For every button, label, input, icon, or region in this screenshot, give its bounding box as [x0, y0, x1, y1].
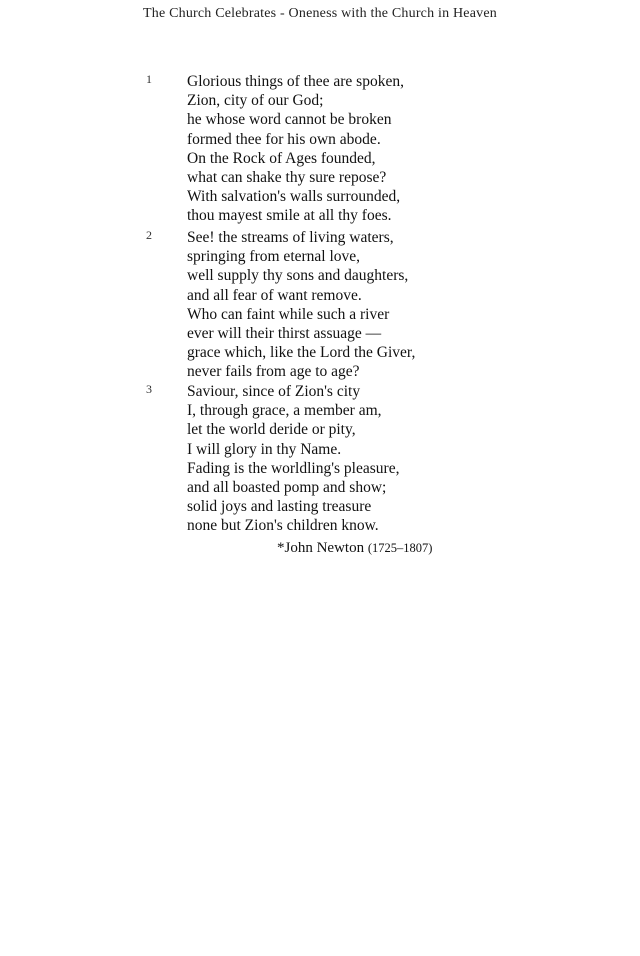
verse-line: what can shake thy sure repose?: [187, 169, 387, 187]
verse-line: Fading is the worldling's pleasure,: [187, 459, 400, 477]
verse-line: Who can faint while such a river: [187, 305, 390, 323]
verse-number: 1: [146, 72, 152, 86]
verse-line: none but Zion's children know.: [187, 517, 379, 535]
verse-lines: [187, 228, 477, 382]
verse-line: and all boasted pomp and show;: [187, 479, 387, 497]
verse-line: ever will their thirst assuage —: [187, 325, 382, 343]
verse-line: well supply thy sons and daughters,: [187, 267, 409, 285]
verse-line: solid joys and lasting treasure: [187, 498, 372, 516]
verse-line: With salvation's walls surrounded,: [187, 188, 401, 206]
page-header: The Church Celebrates - Oneness with the Church in Heaven: [143, 6, 497, 21]
verse-line: springing from eternal love,: [187, 248, 361, 266]
verse-line: Zion, city of our God;: [187, 92, 324, 110]
verse-number: 2: [146, 228, 152, 242]
author-dates: (1725–1807): [367, 541, 433, 555]
verse-line: let the world deride or pity,: [187, 421, 356, 439]
verse-lines: [187, 72, 477, 226]
verse-number: 3: [146, 382, 152, 396]
verse-line: Glorious things of thee are spoken,: [187, 73, 404, 90]
verse-line: Saviour, since of Zion's city: [187, 383, 361, 400]
verse-line: never fails from age to age?: [187, 363, 360, 381]
verse-line: On the Rock of Ages founded,: [187, 149, 376, 167]
verse-line: grace which, like the Lord the Giver,: [187, 344, 416, 362]
verse-lines: [187, 382, 477, 536]
author-name: *John Newton: [277, 540, 365, 556]
verse-line: I, through grace, a member am,: [187, 402, 382, 420]
verse-line: See! the streams of living waters,: [187, 229, 394, 246]
verse-line: and all fear of want remove.: [187, 286, 362, 304]
verse-line: he whose word cannot be broken: [187, 111, 392, 129]
verse-line: thou mayest smile at all thy foes.: [187, 207, 392, 225]
author-attribution: [277, 540, 432, 557]
verse-line: formed thee for his own abode.: [187, 130, 381, 148]
verse-line: I will glory in thy Name.: [187, 440, 342, 458]
